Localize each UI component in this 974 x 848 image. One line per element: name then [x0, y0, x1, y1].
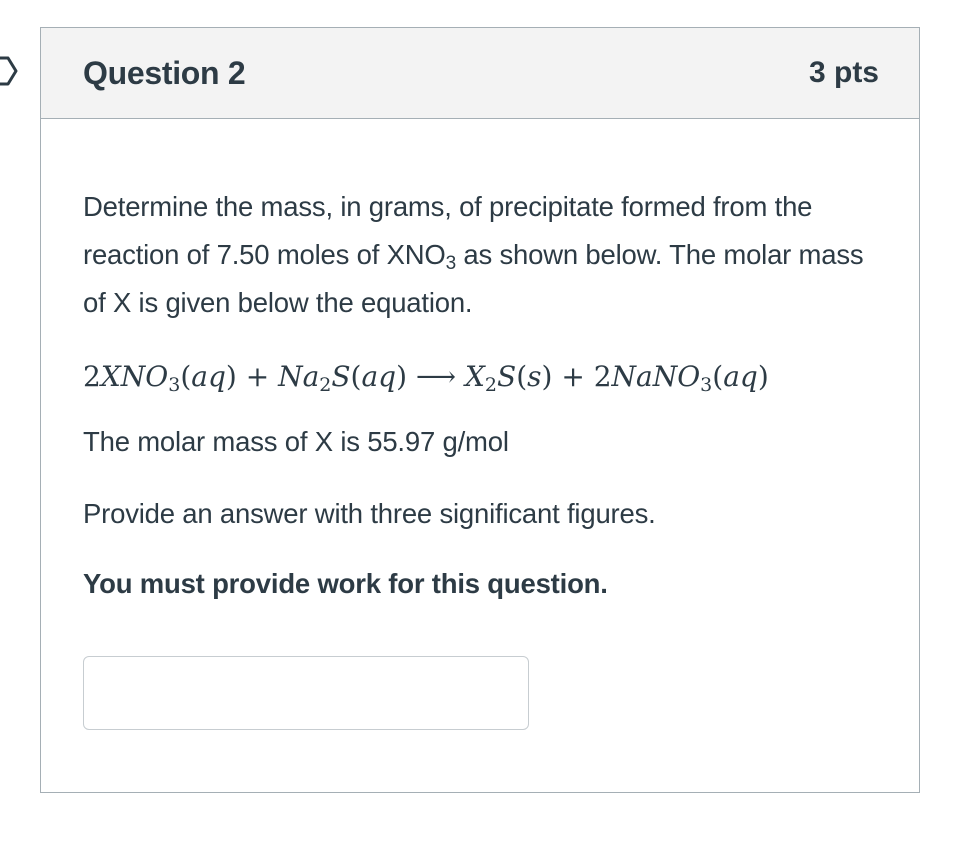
eq-product-2: NaNO	[611, 360, 701, 393]
answer-input[interactable]	[83, 656, 529, 730]
question-card	[40, 27, 920, 793]
chemical-equation	[83, 353, 877, 401]
molar-mass-text: The molar mass of X is 55.97 g/mol	[83, 426, 509, 457]
eq-reactant-2b: S	[331, 360, 351, 393]
eq-plus: ) + 2	[541, 360, 612, 393]
eq-product-1b: S	[497, 360, 517, 393]
prompt-text-2: as shown below. The molar mass of X is given below the equation.	[83, 239, 864, 318]
eq-paren: (	[180, 360, 192, 393]
eq-state: aq	[361, 360, 397, 393]
question-title: Question 2	[83, 54, 246, 91]
eq-sub: 3	[168, 374, 181, 396]
question-header	[41, 28, 919, 119]
eq-coef: 2	[83, 360, 101, 393]
work-notice: You must provide work for this question.	[83, 568, 608, 599]
question-body	[41, 183, 919, 730]
eq-plus: ) +	[225, 360, 279, 393]
eq-paren: (	[712, 360, 724, 393]
eq-state: s	[527, 360, 542, 393]
eq-arrow: ) ⟶	[396, 360, 465, 393]
eq-paren: (	[516, 360, 528, 393]
question-prompt	[83, 183, 877, 327]
sigfig-instruction: Provide an answer with three significant figures.	[83, 498, 656, 529]
eq-sub: 2	[484, 374, 498, 396]
eq-state: aq	[723, 360, 758, 393]
question-flag-icon[interactable]	[0, 54, 20, 88]
eq-product-1: X	[464, 360, 485, 393]
prompt-text-1: Determine the mass, in grams, of precipitate formed from the reaction of 7.50 moles of XNO	[83, 191, 813, 270]
eq-paren: )	[757, 360, 769, 393]
prompt-subscript: 3	[445, 253, 456, 274]
eq-reactant-2: Na	[278, 360, 320, 393]
eq-paren: (	[350, 360, 362, 393]
eq-reactant-1: XNO	[100, 360, 169, 393]
eq-state: aq	[191, 360, 226, 393]
eq-sub: 2	[319, 374, 332, 396]
eq-sub: 3	[700, 374, 713, 396]
question-points: 3 pts	[808, 56, 879, 89]
